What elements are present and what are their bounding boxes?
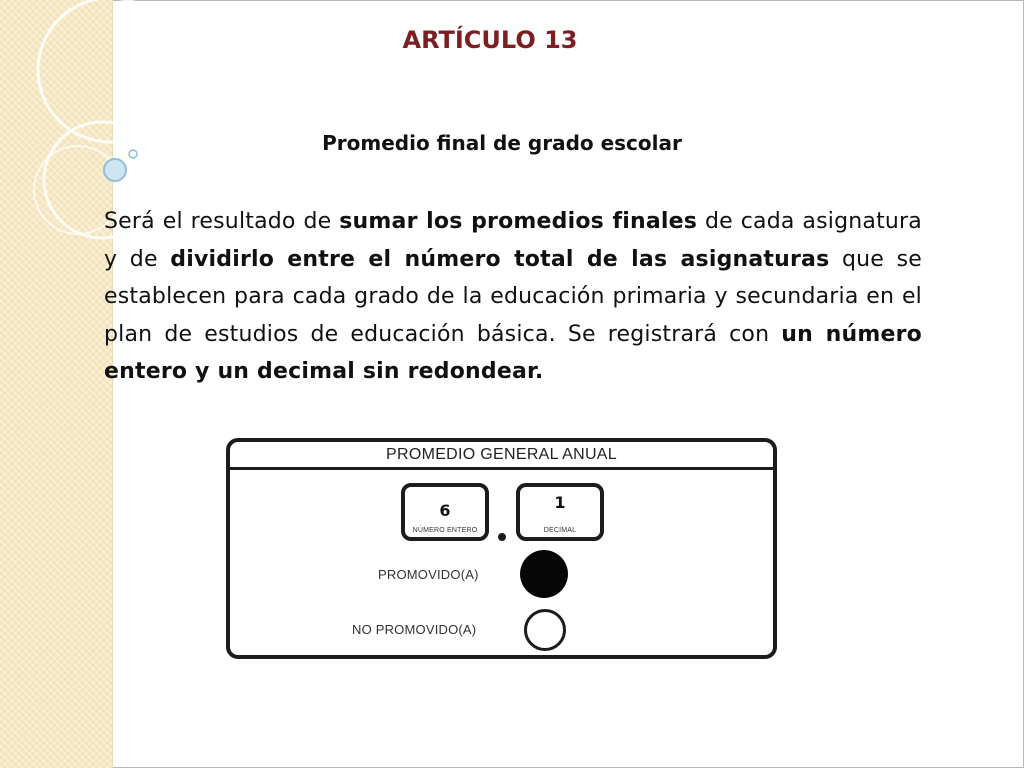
decimal-box xyxy=(516,483,604,541)
not-promoted-radio-empty xyxy=(524,609,566,651)
annual-average-card xyxy=(226,438,777,659)
integer-value: 6 xyxy=(439,501,451,520)
integer-box xyxy=(401,483,489,541)
paragraph-text-1: Será el resultado de xyxy=(104,209,340,234)
decor-ring-large xyxy=(38,0,182,142)
paragraph-bold-3: un número entero y un decimal sin redondear. xyxy=(104,321,922,384)
integer-label: NÚMERO ENTERO xyxy=(412,527,478,534)
paragraph-text-2: de cada asignatura y de xyxy=(104,209,922,272)
paragraph-bold-2: dividirlo entre el número total de las asignaturas xyxy=(170,246,830,272)
promoted-radio-filled xyxy=(520,550,568,598)
decor-bubble xyxy=(104,159,126,181)
body-paragraph xyxy=(104,203,922,391)
decimal-label: DECIMAL xyxy=(543,527,577,534)
slide-subtitle: Promedio final de grado escolar xyxy=(322,131,682,155)
paragraph-bold-1: sumar los promedios finales xyxy=(339,209,698,234)
card-header: PROMEDIO GENERAL ANUAL xyxy=(230,442,773,470)
not-promoted-label: NO PROMOVIDO(A) xyxy=(352,622,477,637)
decimal-value: 1 xyxy=(554,493,566,512)
promoted-label: PROMOVIDO(A) xyxy=(378,567,479,582)
slide-title: ARTÍCULO 13 xyxy=(402,26,578,54)
decimal-point xyxy=(498,533,506,541)
paragraph-text-3: que se establecen para cada grado de la educación primaria y secundaria en el plan de estudios de educación básica. Se registrará con xyxy=(104,246,923,347)
